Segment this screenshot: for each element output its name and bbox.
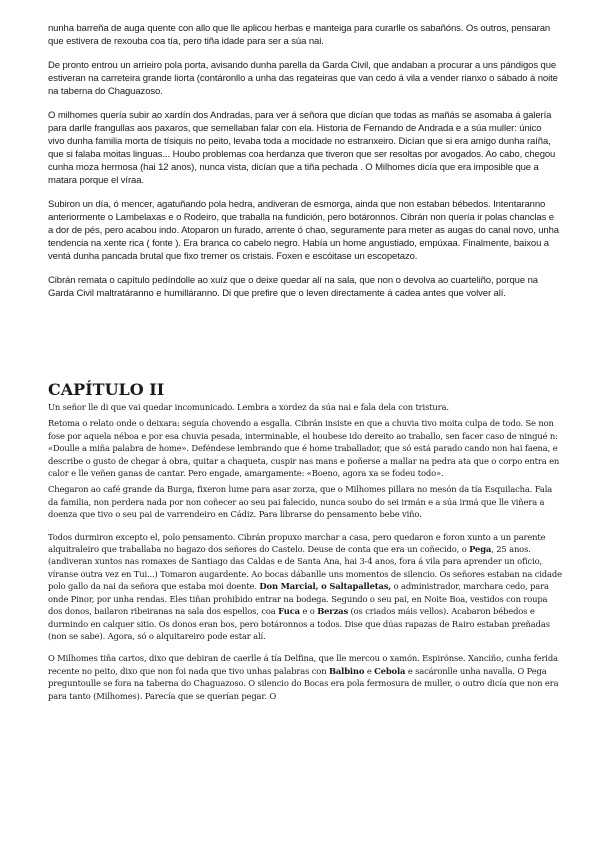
paragraph: Retoma o relato onde o deixara: seguía chovendo a esgalla. Cibrán insiste en que a chuvia tivo moita culpa de todo. Se non fose por aquela néboa e por esa chuvia pesada, interminable, el houbese ido dereito ao traballo, sen facer caso de ningué n: «Doulle a miña palabra de home». Deféndese lembrando que é home traballador, que só está parado cando non hai faena, e describe o gusto de chegar á obra, quitar a chaqueta, cuspir nas mans e poñerse a mallar na pedra ata que o corpo entra en calor e lle veñen ganas de cantar. Pero engade, amargamente: «Boeno, agora xa se fodeu todo». xyxy=(48,418,560,479)
text-run: O Milhomes tiña cartos, dixo que debiran de caerlle á tía Delfina, que lle mercou o xamón. Espirónse. Xanciño, cunha ferida recente no peito, dixo que non foi nada que tivo unhas palabras con xyxy=(48,653,558,676)
paragraph: O milhomes quería subir ao xardín dos Andradas, para ver á señora que dicían que todas as mañás se asomaba á galería para darlle frangullas aos paxaros, que semellaban falar con ela. Historia de Fernando de Andrada e a súa muller: único vivo dunha familia morta de tísiquis no peito, levaba toda a mocidade no estranxeiro. Dicían que si era amigo dunha raíña, que si falaba moitas linguas... Houbo problemas coa herdanza que tiveron que ser resoltas por avogados. Ao cabo, chegou cunha moza hermosa (hai 12 anos), nunca vista, dicían que a tiña pechada . O Milhomes dicía que era imposible que a matara porque el víraa. xyxy=(48,110,556,186)
bold-name: Balbino xyxy=(328,665,365,676)
text-run: Todos durmiron excepto el, polo pensamento. Cibrán propuxo marchar a casa, pero quedaron e foron xunto a un parente alquitraleiro que traballaba no bagazo dos señores do Castelo. Deuse de conta que era un coñecido, o xyxy=(48,531,546,555)
paragraph: nunha barreña de auga quente con allo que lle aplicou herbas e manteiga para curarlle os sabañóns. Os outros, pensaran que estivera de rexouba coa tía, pero tiña idade para ser a súa nai. xyxy=(48,23,551,47)
text-run: e xyxy=(364,665,375,676)
paragraph: Chegaron ao café grande da Burga, fixeron lume para asar zorza, que o Milhomes pillara no mesón da tía Esquilacha. Fala da familia, non perdera nada por non coñecer ao seu pai falecido, nunca soubo do sei irmán e a súa irmá que lle viñera a doenza que tivo o seu pai de varrendeiro en Cádiz. Para librarse do pensamento bebe viño. xyxy=(48,484,553,520)
bold-name: Fuca xyxy=(278,606,300,617)
bold-name: Pega xyxy=(469,544,492,555)
text-run: (os criados máis vellos). Acabaron bébedos e durmindo en calquer sitio. Os donos eran bos, pero botáronnos a todos. Dise que dúas rapazas de Rairo estaban preñadas (non se sabe). Agora, só o alquitareiro pode estar alí. xyxy=(48,606,550,641)
previous-chapter-section xyxy=(48,22,560,311)
text-run: e o xyxy=(299,606,318,617)
paragraph: Cibrán remata o capítulo pedíndolle ao xuíz que o deixe quedar alí na sala, que non o devolva ao cuarteliño, porque na Garda Civil maltratáranno e humilláranno. Di que prefire que o leven directamente á cadea antes que volver alí. xyxy=(48,275,538,299)
text-run: o administrador, marchara cedo, para onde Pinor, por unha rendas. Eles tiñan prohibido entrar na bodega. Segundo o seu pai, en Noite Boa, vestidos con roupa dos donos, bailaron ribeiranas na sala dos espellos, coa xyxy=(48,581,549,617)
paragraph: De pronto entrou un arrieiro pola porta, avisando dunha parella da Garda Civil, que andaban a procurar a uns pándigos que estiveran na carreteira grande liorta (contáronllo a unha das regateiras que van cedo á vila a vender rianxo o sábado á noite na taberna do Chaguazoso. xyxy=(48,60,558,97)
bold-name: Don Marcial, o Saltapalletas, xyxy=(259,581,392,592)
bold-name: Cebola xyxy=(374,665,406,676)
text-run: e sacáronlle unha navalla. O Pega preguntoulle se fora na taberna do Chaguazoso. O silencio do Bocas era pola fermosura de muller, o outro dicía que non era para tanto (Milhomes). Parecía que se querían pegar. O xyxy=(48,665,559,701)
paragraph xyxy=(48,531,562,643)
chapter-two-section xyxy=(48,401,562,706)
chapter-title: CAPÍTULO II xyxy=(48,380,165,399)
paragraph: Subiron un día, ó mencer, agatuñando pola hedra, andiveran de esmorga, ainda que non estaban bébedos. Intentaranno anteriormente o Lambelaxas e o Rodeiro, que traballa na fundición, pero botáronnos. Cibrán non quería ir polas chanclas e a dor de pés, pero acabou indo. Atoparon un furado, arrente ó chao, seguramente para meter as augas do canal novo, unha tendencia na xente rica ( fonte ). Era branca co cabelo negro. Había un home angustiado, empúxaa. Finalmente, baixou a ventá dunha pancada brutal que fixo tremer os cristais. Foxen e escóitase un escopetazo. xyxy=(48,199,559,262)
text-run: , 25 anos. (andiveran xuntos nas romaxes de Santiago das Caldas e de Santa Ana, hai 3-4 anos, fora á vila para aprender un oficio, víranse outra vez en Tui...) Tomaron augardente. Ao bocas dábanlle uns momentos de silencio. Os señores estaban na cidade polo gallo da nai da señora que estaba moi doente. xyxy=(48,544,562,592)
paragraph xyxy=(48,652,562,702)
paragraph: Un señor lle di que vai quedar incomunicado. Lembra a xordez da súa nai e fala dela con tristura. xyxy=(48,402,449,412)
bold-name: Berzas xyxy=(317,606,349,617)
